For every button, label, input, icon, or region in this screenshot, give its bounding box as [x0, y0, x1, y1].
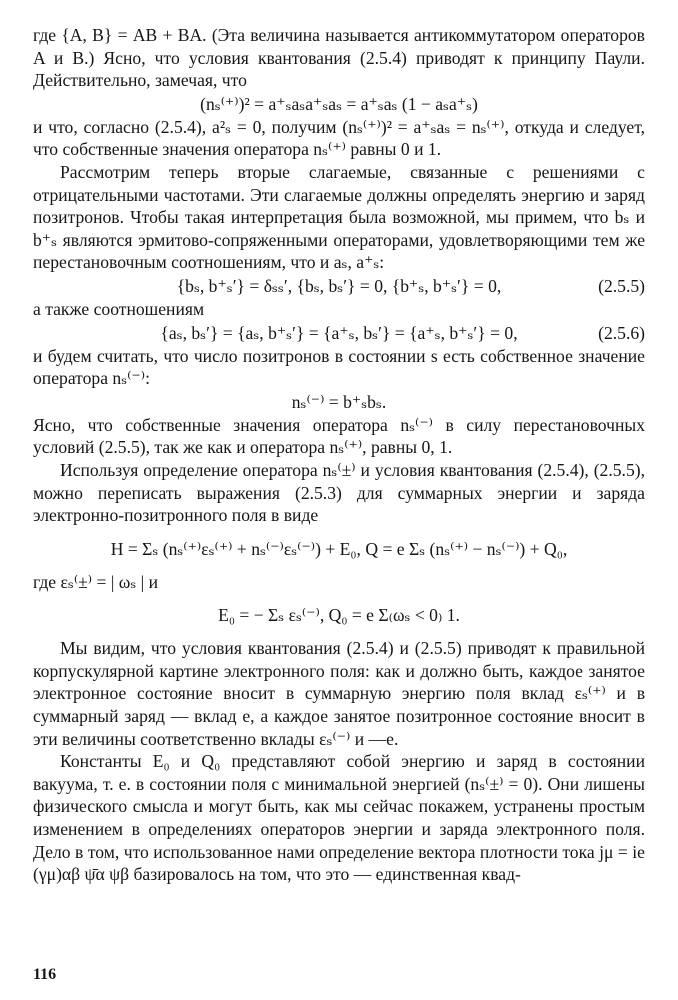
- page-content: [33, 24, 645, 886]
- paragraph-8: где εₛ⁽±⁾ = | ωₛ | и: [33, 571, 158, 592]
- paragraph-10: Константы E₀ и Q₀ представляют собой энергию и заряд в состоянии вакуума, т. е. в состоянии поля с минимальной энергией (nₛ⁽±⁾ = 0). Они лишены физического смысла и могут быть, как мы сейчас покажем, устранены простым изменением в определениях операторов энергии и заряда электронного поля. Дело в том, что использованное нами определение вектора плотности тока jμ = ie (γμ)αβ ψ̄α ψβ базировалось на том, что это — единственная квад-: [33, 751, 645, 885]
- equation-number: (2.5.5): [598, 275, 645, 296]
- paragraph-5: и будем считать, что число позитронов в состоянии s есть собственное значение оператора nₛ⁽⁻⁾:: [33, 345, 645, 389]
- paragraph-3: Рассмотрим теперь вторые слагаемые, связанные с решениями с отрицательными частотами. Эти слагаемые должны определять энергию и заряд позитронов. Чтобы такая интерпретация была возможной, мы примем, что bₛ и b⁺ₛ являются эрмитово-сопряженными операторами, удовлетворяющими тем же перестановочным соотношениям, что и aₛ, a⁺ₛ:: [33, 161, 645, 273]
- paragraph-9: Мы видим, что условия квантования (2.5.4) и (2.5.5) приводят к правильной корпускулярной картине электронного поля: как и должно быть, каждое занятое электронное состояние вносит в суммарную энергию поля вклад εₛ⁽⁺⁾ и в суммарный заряд — вклад e, а каждое занятое позитронное состояние вносит в эти величины соответственно вклады εₛ⁽⁻⁾ и —e.: [33, 638, 645, 749]
- equation-n-minus: nₛ⁽⁻⁾ = b⁺ₛbₛ.: [291, 391, 387, 412]
- paragraph-2: и что, согласно (2.5.4), a²ₛ = 0, получим (nₛ⁽⁺⁾)² = a⁺ₛaₛ = nₛ⁽⁺⁾, откуда и следует, что собственные значения оператора nₛ⁽⁺⁾ равны 0 и 1.: [33, 116, 645, 160]
- equation-hamiltonian: H = Σₛ (nₛ⁽⁺⁾εₛ⁽⁺⁾ + nₛ⁽⁻⁾εₛ⁽⁻⁾) + E₀, Q = e Σₛ (nₛ⁽⁺⁾ − nₛ⁽⁻⁾) + Q₀,: [110, 538, 568, 559]
- equation-2-5-6: [33, 321, 645, 345]
- paragraph-7: Используя определение оператора nₛ⁽±⁾ и условия квантования (2.5.4), (2.5.5), можно переписать выражения (2.5.3) для суммарных энергии и заряда электронно-позитронного поля в виде: [33, 459, 645, 526]
- paragraph-6: Ясно, что собственные значения оператора nₛ⁽⁻⁾ в силу перестановочных условий (2.5.5), так же как и оператора nₛ⁽⁺⁾, равны 0, 1.: [33, 414, 645, 458]
- equation-pauli: (nₛ⁽⁺⁾)² = a⁺ₛaₛa⁺ₛaₛ = a⁺ₛaₛ (1 − aₛa⁺ₛ): [200, 93, 478, 114]
- equation-number: (2.5.6): [598, 322, 645, 343]
- equation-vacuum: E₀ = − Σₛ εₛ⁽⁻⁾, Q₀ = e Σ₍ωₛ < 0₎ 1.: [218, 605, 460, 626]
- page-number: 116: [33, 966, 57, 983]
- equation-body: {bₛ, b⁺ₛ′} = δₛₛ′, {bₛ, bₛ′} = 0, {b⁺ₛ, b⁺ₛ′} = 0,: [176, 275, 502, 296]
- equation-body: {aₛ, bₛ′} = {aₛ, b⁺ₛ′} = {a⁺ₛ, bₛ′} = {a⁺ₛ, b⁺ₛ′} = 0,: [160, 322, 518, 343]
- equation-2-5-5: [33, 274, 645, 298]
- paragraph-4: а также соотношениям: [33, 298, 205, 319]
- paragraph-1: где {A, B} = AB + BA. (Эта величина называется антикоммутатором операторов A и B.) Ясно, что условия квантования (2.5.4) приводят к принципу Паули. Действительно, замечая, что: [33, 25, 645, 91]
